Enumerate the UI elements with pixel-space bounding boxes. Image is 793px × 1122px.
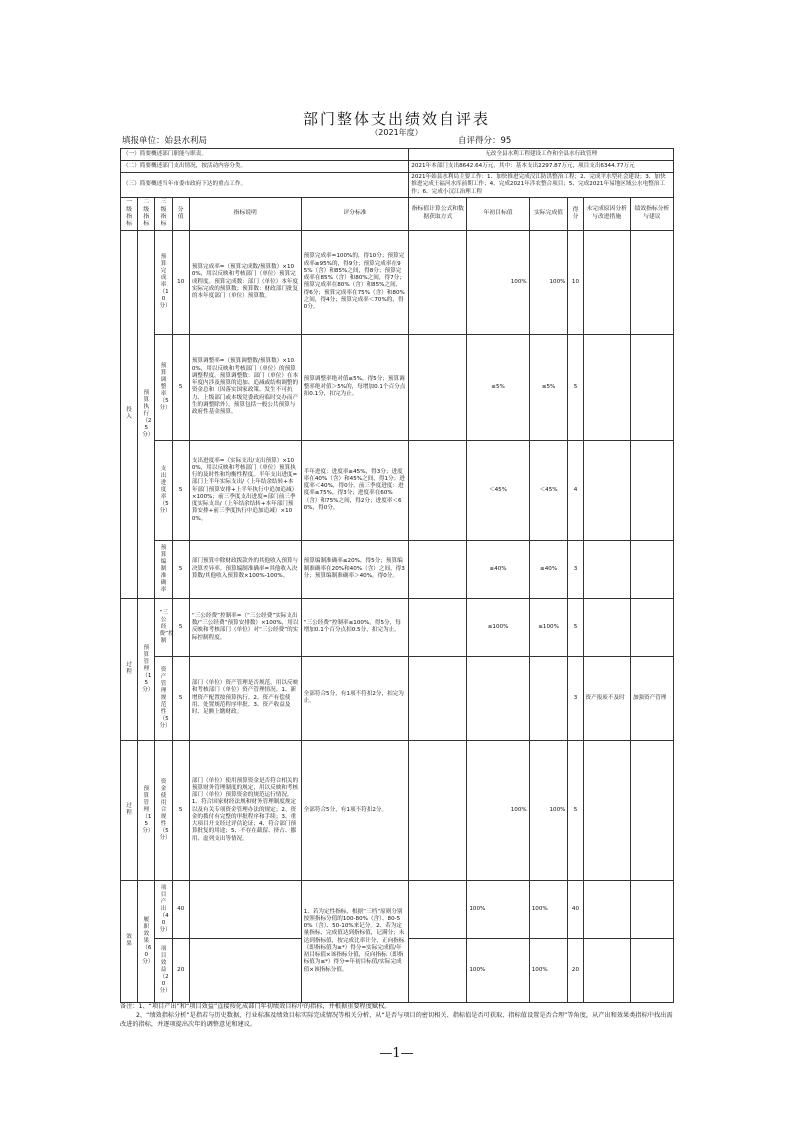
weight-cell: 5 [172, 740, 189, 880]
header-cell: 分值 [172, 197, 189, 230]
standard-cell: 全部符合5分，有1项不符扣2分，扣完为止。 [301, 656, 409, 740]
reason-cell [583, 230, 630, 334]
method-cell [409, 740, 467, 880]
actual-cell: 100% [529, 938, 568, 1002]
level3-cell: 预算编制准确率 [155, 540, 172, 598]
weight-cell: 5 [172, 656, 189, 740]
header-cell: 指标值计算公式和数据获取方式 [409, 197, 467, 230]
page-number: —1— [379, 1046, 414, 1061]
summary-row [121, 161, 674, 173]
target-cell: 100% [467, 938, 529, 1002]
self-score: 自评得分：95 [458, 136, 512, 146]
actual-cell: 100% [529, 230, 568, 334]
actual-cell: 100% [529, 880, 568, 938]
summary-label: （一）简要概述部门职能与职责。 [121, 149, 409, 161]
header-cell: 一级指标 [121, 197, 138, 230]
standard-cell: 预算编制准确率≤20%，得5分；预算编制准确率在20%和40%（含）之间，得3分；预算编制准确率＞40%，得0分。 [301, 540, 409, 598]
target-cell: ≤5% [467, 334, 529, 440]
level3-cell: “三公经费”控制 [155, 598, 172, 656]
got-cell: 10 [568, 230, 583, 334]
weight-cell: 5 [172, 334, 189, 440]
table-row [121, 334, 674, 440]
header-cell: 指标说明 [189, 197, 301, 230]
reason-cell: 资产报废不及时 [583, 656, 630, 740]
summary-value: 2021年始县水利局主要工作：1、加快推进完成汉江防洪整治工程；2、完成平水型社会建设；3、加快推进完成王福河水库前期工作；4、完成2021年涉农整合项目；5、完成2021年易地区域公水电整治工作；6、完成小汉江治理工程 [409, 173, 674, 198]
evaluation-table [120, 148, 674, 1003]
header-cell: 年初目标值 [467, 197, 529, 230]
level3-cell: 预算完成率（10分） [155, 230, 172, 334]
method-cell [409, 440, 467, 540]
method-cell [409, 938, 467, 1002]
summary-value: 无改全县水利工程建设工作和全县水行政管理 [409, 149, 674, 161]
level3-cell: 资金使用合规性（5分） [155, 740, 172, 880]
desc-cell: “三公经费”控制率=（“三公经费”实际支出数/“三公经费”预算安排数）×100%，用以反映和考核部门（单位）对“三公经费”的实际控制程度。 [189, 598, 301, 656]
year-label: （2021年度） [370, 128, 423, 137]
desc-cell [189, 938, 301, 1002]
suggest-cell [630, 740, 673, 880]
footnote-line: 备注：1、“项目产出”和“项目效益”直接按化成部门年初绩效目标中的指标，并根据重要程度赋权。 [120, 1003, 391, 1010]
level3-cell: 预算调整率（5分） [155, 334, 172, 440]
level2-cell: 预算管理（15分） [138, 740, 155, 880]
table-row [121, 598, 674, 656]
reason-cell [583, 740, 630, 880]
got-cell: 40 [568, 880, 583, 938]
level3-cell: 资产管理规范性（5分） [155, 656, 172, 740]
got-cell: 20 [568, 938, 583, 1002]
summary-value: 2021年本部门支出8642.64万元，其中：基本支出2297.87万元，项目支出6344.77万元 [409, 161, 674, 173]
weight-cell: 5 [172, 440, 189, 540]
got-cell: 5 [568, 740, 583, 880]
table-header [121, 197, 674, 230]
level3-cell: 项目产出（40分） [155, 880, 172, 938]
target-cell [467, 656, 529, 740]
desc-cell: 部门（单位）使用预算资金是否符合相关的预算财务管理制度的规定，用以反映和考核部门（单位）预算资金的规范运行情况。1、符合国家财经法规和财务管理制度规定以及有关专项资金管理办法的规定；2、资金的拨付有完整的审批程序和手续；3、重大项目开支经过评估论证；4、符合部门预算批复的用途；5、不存在截留、挤占、挪用、虚列支出等情况。 [189, 740, 301, 880]
table-row [121, 440, 674, 540]
level2-cell: 预算执行（25分） [138, 230, 155, 598]
weight-cell: 20 [172, 938, 189, 1002]
table-row [121, 880, 674, 938]
level2-cell: 履职效果（60分） [138, 880, 155, 1002]
reason-cell [583, 880, 630, 938]
level1-cell: 过程 [121, 598, 138, 740]
header-cell: 二级指标 [138, 197, 155, 230]
actual-cell: 100% [529, 740, 568, 880]
reason-cell [583, 440, 630, 540]
table-row [121, 230, 674, 334]
desc-cell: 预算调整率=（预算调整数/预算数）×100%，用以反映和考核部门（单位）的预算调整程度。预算调整数：部门（单位）在本年度内涉及预算的追加、追减或结构调整的资金总和（因落实国家政策、发生不可抗力、上级部门或本级党委政府临时交办而产生的调整除外）。预算包括一般公共预算与政府性基金预算。 [189, 334, 301, 440]
suggest-cell [630, 938, 673, 1002]
header-cell: 三级指标 [155, 197, 172, 230]
header-cell: 得分 [568, 197, 583, 230]
reason-cell [583, 938, 630, 1002]
target-cell: ≤100% [467, 598, 529, 656]
level1-cell: 效果 [121, 880, 138, 1002]
weight-cell: 40 [172, 880, 189, 938]
desc-cell: 部门（单位）资产管理是否规范，用以反映和考核部门（单位）资产管理情况。1、新增资产配置按预算执行。2、资产有偿使用、处置规范程序审批。3、资产收益及时、足额上缴财政。 [189, 656, 301, 740]
reporting-unit: 填报单位：始县水利局 [122, 136, 208, 146]
summary-row [121, 173, 674, 198]
standard-cell: 1、若为定性指标，根据“三档”原则分别按照指标分值的100-80%（含）、80-50%（含）、50-10%来记分。2、若为定量指标，完成值达到指标值，记满分；未达到指标值，按完成比率计分，正向指标（即指标值为≥*）得分=实际完成值/年初目标值×该指标分值，反向指标（即指标值为≤*）得分=年初目标值/实际完成值×该指标分值。 [301, 880, 409, 1002]
suggest-cell: 加强资产管理 [630, 656, 673, 740]
actual-cell: ＜45% [529, 440, 568, 540]
summary-label: （三）简要概述当年市委市政府下达的重点工作。 [121, 173, 409, 198]
got-cell: 4 [568, 440, 583, 540]
desc-cell: 支出进度率=（实际支出/支出预算）×100%，用以反映和考核部门（单位）预算执行的及时性和均衡性程度。半年支出进度=部门上半年实际支出/（上年结余结转+本年部门预算安排+上半年执行中追加追减）×100%；前三季度支出进度=部门前三季度实际支出/（上年结余结转+本年部门预算安排+前三季度执行中追加追减）×100%。 [189, 440, 301, 540]
reason-cell [583, 334, 630, 440]
header-cell: 实际完成值 [529, 197, 568, 230]
header-cell: 未完成原因分析与改进措施 [583, 197, 630, 230]
desc-cell: 部门预算中除财政拨款外的其他收入预算与决算差异率。预算编制准确率=其他收入决算数/其他收入预算数×100%-100%。 [189, 540, 301, 598]
table-row [121, 656, 674, 740]
got-cell: 3 [568, 656, 583, 740]
standard-cell: “三公经费”控制率≤100%，得5分，每增加0.1个百分点扣0.5分，扣完为止。 [301, 598, 409, 656]
method-cell [409, 880, 467, 938]
actual-cell [529, 656, 568, 740]
got-cell: 5 [568, 598, 583, 656]
suggest-cell [630, 880, 673, 938]
suggest-cell [630, 334, 673, 440]
table-row [121, 540, 674, 598]
actual-cell: ≤5% [529, 334, 568, 440]
level1-cell: 过程 [121, 740, 138, 880]
actual-cell: ≤100% [529, 598, 568, 656]
reason-cell [583, 598, 630, 656]
standard-cell: 全部符合5分，有1项不符扣2分。 [301, 740, 409, 880]
suggest-cell [630, 540, 673, 598]
level3-cell: 支出进度率（5分） [155, 440, 172, 540]
target-cell: 100% [467, 740, 529, 880]
method-cell [409, 598, 467, 656]
desc-cell [189, 880, 301, 938]
footnote [120, 1003, 676, 1030]
suggest-cell [630, 440, 673, 540]
weight-cell: 5 [172, 598, 189, 656]
target-cell: 100% [467, 880, 529, 938]
standard-cell: 预算完成率=100%的，得10分；预算完成率≥95%的，得9分；预算完成率在95%（含）和85%之间，得8分；预算完成率在85%（含）和80%之间，得7分；预算完成率在80%（含）和85%之间，得6分；预算完成率在75%（含）和80%之间，得4分；预算完成率＜70%的，得0分。 [301, 230, 409, 334]
weight-cell: 10 [172, 230, 189, 334]
desc-cell: 预算完成率=（预算完成数/预算数）×100%，用以反映和考核部门（单位）预算完成程度。预算完成数：部门（单位）本年度实际完成的预算数；预算数：财政部门批复的本年度部门（单位）预算数。 [189, 230, 301, 334]
method-cell [409, 230, 467, 334]
header-cell: 评分标准 [301, 197, 409, 230]
level3-cell: 项目效益（20分） [155, 938, 172, 1002]
header-cell: 绩效指标分析与建议 [630, 197, 673, 230]
level1-cell: 投入 [121, 230, 138, 598]
page-title: 部门整体支出绩效自评表 [302, 110, 490, 128]
method-cell [409, 656, 467, 740]
footnote-line: 2、“绩效指标分析”是指若与历史数据，行业标准及绩效目标实际完成情况等相关分析，从“是否与项目的密切相关、指标值是否可获取、指标值设置是否合理”等角度，从产出和效果类指标中找出需改进的指标，并逐项提出次年的调整意见和建议。 [120, 1011, 673, 1028]
target-cell: 100% [467, 230, 529, 334]
got-cell: 5 [568, 334, 583, 440]
table-row [121, 740, 674, 880]
method-cell [409, 540, 467, 598]
got-cell: 3 [568, 540, 583, 598]
summary-label: （二）简要概述部门支出情况，按活动内容分类。 [121, 161, 409, 173]
target-cell: ≤40% [467, 540, 529, 598]
level2-cell: 预算管理（15分） [138, 598, 155, 740]
suggest-cell [630, 598, 673, 656]
summary-row [121, 149, 674, 161]
standard-cell: 半年进度：进度率≥45%，得3分；进度率在40%（含）和45%之间，得1分；进度率＜40%，得0分。前三季度进度：进度率≥75%，得3分；进度率在60%（含）和75%之间，得2分；进度率＜60%，得0分。 [301, 440, 409, 540]
target-cell: ＜45% [467, 440, 529, 540]
standard-cell: 预算调整率绝对值≤5%，得5分；预算调整率绝对值＞5%的，每增加0.1个百分点扣0.1分，扣完为止。 [301, 334, 409, 440]
weight-cell: 5 [172, 540, 189, 598]
method-cell [409, 334, 467, 440]
reason-cell [583, 540, 630, 598]
actual-cell: ≤40% [529, 540, 568, 598]
suggest-cell [630, 230, 673, 334]
